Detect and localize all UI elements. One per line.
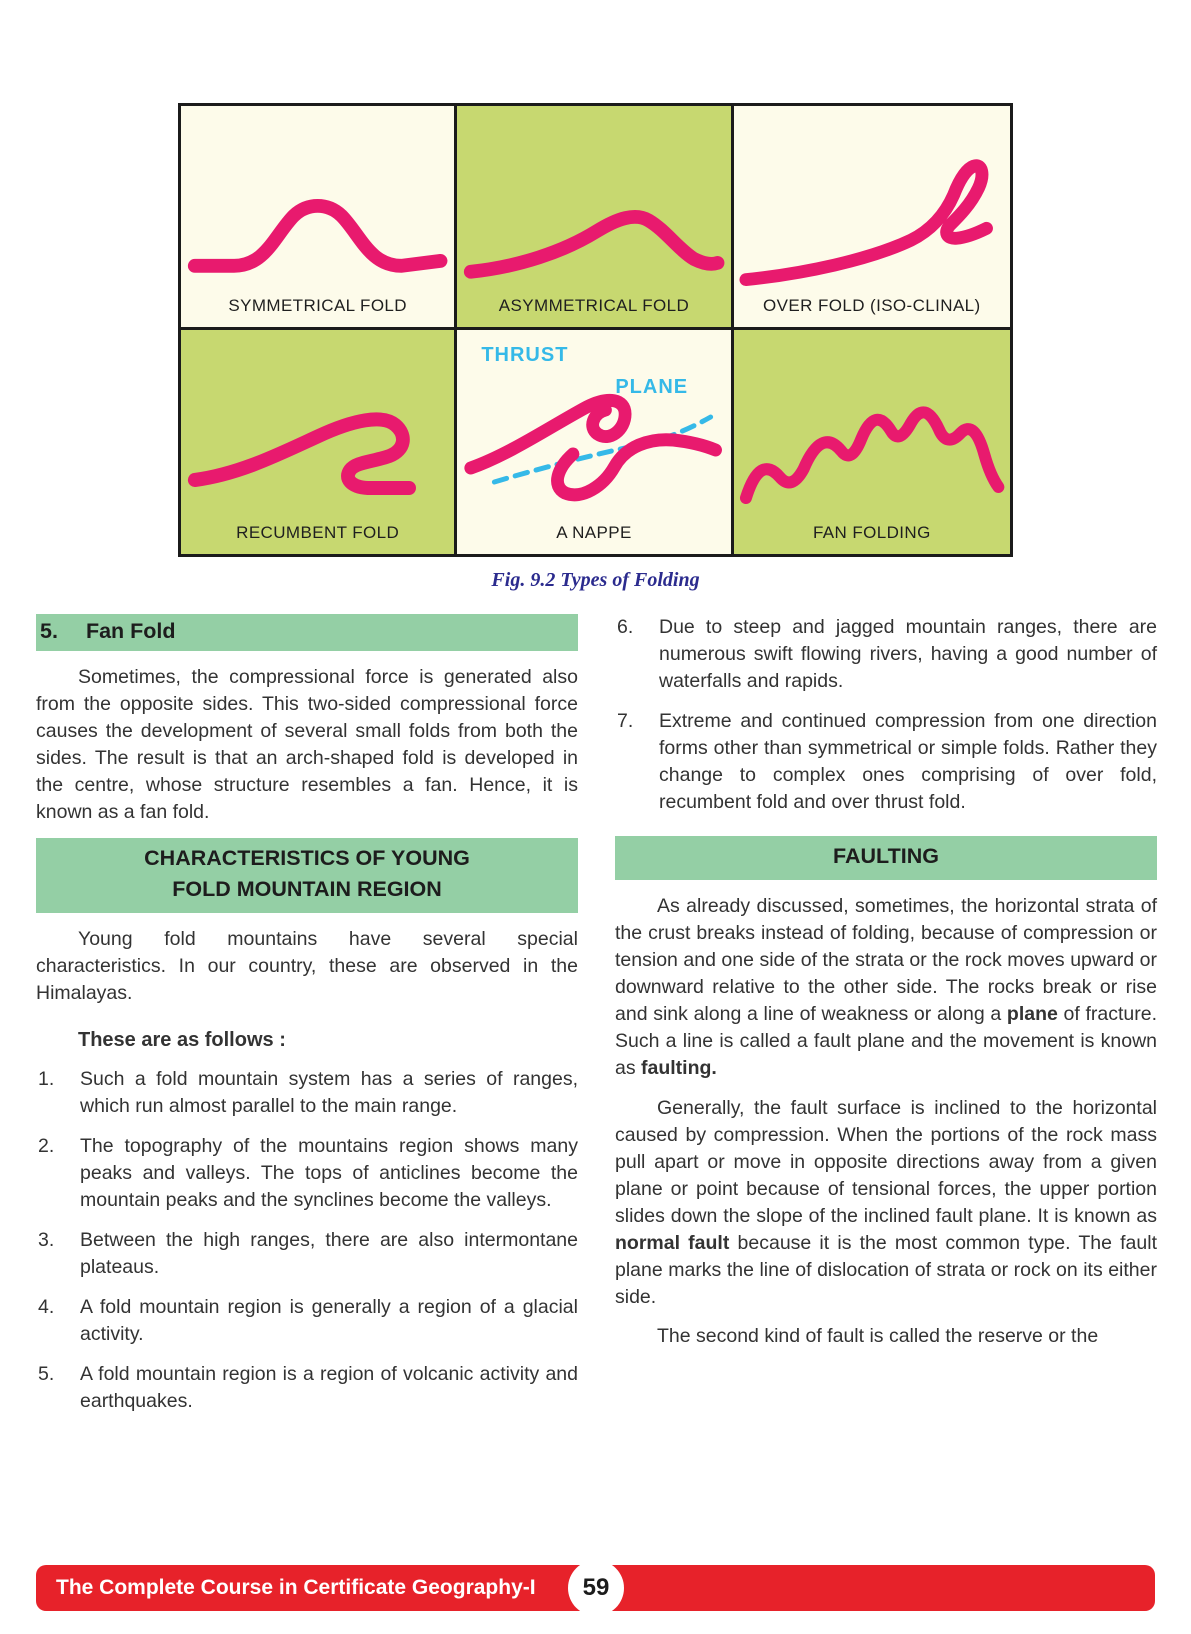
list-item-text: A fold mountain region is generally a region of a glacial activity.	[80, 1296, 578, 1345]
list-item-number: 6.	[617, 616, 634, 638]
panel-label: OVER FOLD (ISO-CLINAL)	[763, 296, 981, 315]
follows-label: These are as follows :	[78, 1029, 286, 1051]
fan-folding-curve-icon	[734, 330, 1010, 554]
panel-label: FAN FOLDING	[812, 523, 931, 542]
panel-label: RECUMBENT FOLD	[236, 523, 400, 542]
over-fold-curve-icon	[734, 106, 1010, 327]
right-column	[615, 614, 1157, 1428]
list-item-text: Extreme and continued compression from one direction forms other than symmetrical or simple folds. Rather they change to complex ones comprising of over fold, recumbent fold and over thrust fold.	[659, 710, 1157, 813]
heading-line-1: CHARACTERISTICS OF YOUNG	[144, 846, 470, 870]
panel-symmetrical-fold	[181, 106, 457, 330]
footer-band	[36, 1565, 1155, 1611]
list-item-text: A fold mountain region is a region of volcanic activity and earthquakes.	[80, 1363, 578, 1412]
list-item	[36, 1133, 578, 1214]
list-item-number: 4.	[38, 1296, 55, 1318]
characteristics-intro-paragraph: Young fold mountains have several special characteristics. In our country, these are observed in the Himalayas.	[36, 928, 578, 1004]
list-item-text: Due to steep and jagged mountain ranges, there are numerous swift flowing rivers, having a good number of waterfalls and rapids.	[659, 616, 1157, 692]
list-item	[36, 1294, 578, 1348]
characteristics-list	[36, 1066, 578, 1415]
list-item-text: Between the high ranges, there are also intermontane plateaus.	[80, 1229, 578, 1278]
list-item	[36, 1066, 578, 1120]
asymmetrical-fold-curve-icon	[457, 106, 730, 327]
list-item-number: 2.	[38, 1135, 55, 1157]
faulting-paragraph-1: As already discussed, sometimes, the horizontal strata of the crust breaks instead of folding, because of compression or tension and one side of the strata or the rock moves upward or downward relative to the other side. The rocks break or rise and sink along a line of weakness or along a plane of fracture. Such a line is called a fault plane and the movement is known as faulting.	[615, 895, 1158, 1079]
panel-fan-folding	[734, 330, 1010, 554]
list-item-number: 3.	[38, 1229, 55, 1251]
symmetrical-fold-curve-icon	[181, 106, 454, 327]
panel-label: A NAPPE	[556, 523, 632, 542]
list-item-text: The topography of the mountains region shows many peaks and valleys. The tops of anticlines become the mountain peaks and the synclines become the valleys.	[80, 1135, 578, 1211]
panel-label: SYMMETRICAL FOLD	[228, 296, 407, 315]
heading-line-2: FOLD MOUNTAIN REGION	[172, 877, 442, 901]
faulting-paragraph-2: Generally, the fault surface is inclined to the horizontal caused by compression. When the portions of the rock mass pull apart or move in opposite directions away from a given plane or point because of tensional forces, the upper portion slides down the slope of the inclined fault plane. It is known as normal fault because it is the most common type. The fault plane marks the line of dislocation of strata or rock on its either side.	[615, 1097, 1158, 1308]
plane-annotation: PLANE	[615, 376, 689, 398]
list-item-number: 1.	[38, 1068, 55, 1090]
types-of-folding-figure	[178, 103, 1013, 557]
section-heading-fan-fold	[36, 614, 578, 651]
figure-caption: Fig. 9.2 Types of Folding	[491, 569, 700, 591]
panel-recumbent-fold	[181, 330, 457, 554]
left-column	[36, 614, 578, 1428]
panel-asymmetrical-fold	[457, 106, 733, 330]
characteristics-list-continued	[615, 614, 1157, 816]
section-heading-faulting: FAULTING	[615, 836, 1157, 880]
list-item	[615, 614, 1157, 695]
section-heading-characteristics	[36, 838, 578, 913]
list-item	[615, 708, 1157, 816]
recumbent-fold-curve-icon	[181, 330, 454, 554]
list-item-text: Such a fold mountain system has a series of ranges, which run almost parallel to the main range.	[80, 1068, 578, 1117]
panel-label: ASYMMETRICAL FOLD	[498, 296, 690, 315]
text-columns	[0, 614, 1191, 1428]
book-title: The Complete Course in Certificate Geography-I	[56, 1576, 536, 1599]
fan-fold-paragraph: Sometimes, the compressional force is generated also from the opposite sides. This two-sided compressional force causes the development of several small folds from both the sides. The result is that an arch-shaped fold is developed in the centre, whose structure resembles a fan. Hence, it is known as a fan fold.	[36, 666, 578, 823]
page-number-badge: 59	[568, 1560, 624, 1616]
section-title: Fan Fold	[85, 619, 176, 643]
faulting-paragraph-3: The second kind of fault is called the reserve or the	[657, 1325, 1099, 1347]
list-item-number: 5.	[38, 1363, 55, 1385]
panel-over-fold	[734, 106, 1010, 330]
thrust-annotation: THRUST	[481, 344, 569, 366]
section-number: 5.	[40, 619, 58, 643]
panel-a-nappe	[457, 330, 733, 554]
list-item	[36, 1361, 578, 1415]
list-item-number: 7.	[617, 710, 634, 732]
list-item	[36, 1227, 578, 1281]
